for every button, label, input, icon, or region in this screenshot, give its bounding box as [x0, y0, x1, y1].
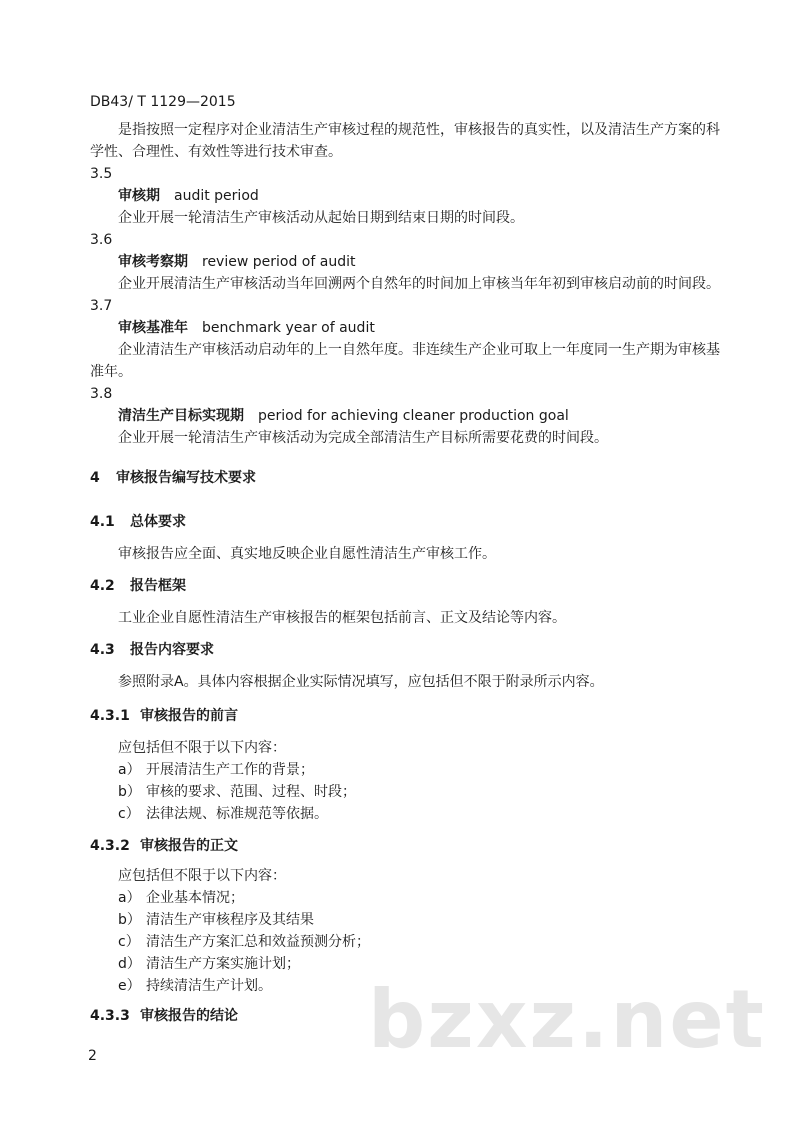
term-en: audit period [174, 188, 259, 204]
term-en: period for achieving cleaner production goal [258, 408, 569, 424]
list-item [118, 976, 272, 996]
section-heading-4-3-2 [90, 836, 238, 856]
term-heading-3-6 [118, 252, 355, 272]
list-text: 企业基本情况； [146, 890, 244, 906]
doc-number-header: DB43/ T 1129—2015 [90, 94, 236, 110]
section-number: 4 [90, 470, 100, 486]
section-heading-4-3-1 [90, 706, 238, 726]
section-number: 4.3.3 [90, 1008, 130, 1024]
section-title: 报告内容要求 [130, 642, 214, 658]
list-item [118, 954, 300, 974]
section-title: 总体要求 [130, 514, 186, 530]
section-number: 4.3.1 [90, 708, 130, 724]
list-mark: d） [118, 956, 141, 972]
term-heading-3-5 [118, 186, 259, 206]
term-definition-3-7-line-2: 准年。 [90, 364, 132, 380]
list-text: 清洁生产方案实施计划； [146, 956, 300, 972]
section-title: 审核报告编写技术要求 [116, 470, 256, 486]
list-item [118, 888, 244, 908]
list-item [118, 932, 370, 952]
list-mark: e） [118, 978, 141, 994]
list-text: 开展清洁生产工作的背景； [146, 762, 314, 778]
page-number: 2 [88, 1048, 97, 1064]
term-definition-3-8: 企业开展一轮清洁生产审核活动为完成全部清洁生产目标所需要花费的时间段。 [118, 430, 608, 446]
term-zh: 清洁生产目标实现期 [118, 408, 244, 424]
section-title: 审核报告的结论 [140, 1008, 238, 1024]
section-heading-4-2 [90, 576, 186, 596]
list-item [118, 760, 314, 780]
list-mark: c） [118, 934, 140, 950]
watermark-logo: bzxz.net [368, 973, 766, 1066]
term-heading-3-8 [118, 406, 569, 426]
list-item [118, 782, 356, 802]
list-mark: c） [118, 806, 140, 822]
list-text: 清洁生产方案汇总和效益预测分析； [146, 934, 370, 950]
list-mark: b） [118, 784, 141, 800]
term-zh: 审核期 [118, 188, 160, 204]
section-number: 4.3.2 [90, 838, 130, 854]
list-mark: b） [118, 912, 141, 928]
section-body-4-1: 审核报告应全面、真实地反映企业自愿性清洁生产审核工作。 [118, 546, 496, 562]
section-intro-4-3-1: 应包括但不限于以下内容： [118, 740, 286, 756]
section-body-4-2: 工业企业自愿性清洁生产审核报告的框架包括前言、正文及结论等内容。 [118, 610, 566, 626]
list-item [118, 804, 328, 824]
section-title: 报告框架 [130, 578, 186, 594]
continuation-line-2: 学性、合理性、有效性等进行技术审查。 [90, 144, 342, 160]
term-definition-3-7-line-1: 企业清洁生产审核活动启动年的上一自然年度。非连续生产企业可取上一年度同一生产期为审核基 [118, 342, 720, 358]
term-number-3-5: 3.5 [90, 166, 113, 182]
list-item [118, 910, 314, 930]
section-heading-4-3-3 [90, 1006, 238, 1026]
term-en: benchmark year of audit [202, 320, 375, 336]
section-number: 4.2 [90, 578, 115, 594]
continuation-line-1: 是指按照一定程序对企业清洁生产审核过程的规范性，审核报告的真实性，以及清洁生产方案的科 [118, 122, 720, 138]
list-mark: a） [118, 890, 141, 906]
list-text: 审核的要求、范围、过程、时段； [146, 784, 356, 800]
list-mark: a） [118, 762, 141, 778]
term-number-3-6: 3.6 [90, 232, 113, 248]
list-text: 法律法规、标准规范等依据。 [146, 806, 328, 822]
list-text: 清洁生产审核程序及其结果 [146, 912, 314, 928]
term-definition-3-6: 企业开展清洁生产审核活动当年回溯两个自然年的时间加上审核当年年初到审核启动前的时间段。 [118, 276, 720, 292]
term-definition-3-5: 企业开展一轮清洁生产审核活动从起始日期到结束日期的时间段。 [118, 210, 524, 226]
section-body-4-3: 参照附录A。具体内容根据企业实际情况填写，应包括但不限于附录所示内容。 [118, 674, 604, 690]
term-number-3-7: 3.7 [90, 298, 113, 314]
section-number: 4.1 [90, 514, 115, 530]
section-number: 4.3 [90, 642, 115, 658]
section-title: 审核报告的正文 [140, 838, 238, 854]
term-zh: 审核考察期 [118, 254, 188, 270]
section-heading-4-1 [90, 512, 186, 532]
list-text: 持续清洁生产计划。 [146, 978, 272, 994]
term-en: review period of audit [202, 254, 356, 270]
term-heading-3-7 [118, 318, 375, 338]
section-heading-4 [90, 468, 256, 488]
section-title: 审核报告的前言 [140, 708, 238, 724]
section-heading-4-3 [90, 640, 214, 660]
section-intro-4-3-2: 应包括但不限于以下内容： [118, 868, 286, 884]
term-zh: 审核基准年 [118, 320, 188, 336]
term-number-3-8: 3.8 [90, 386, 113, 402]
